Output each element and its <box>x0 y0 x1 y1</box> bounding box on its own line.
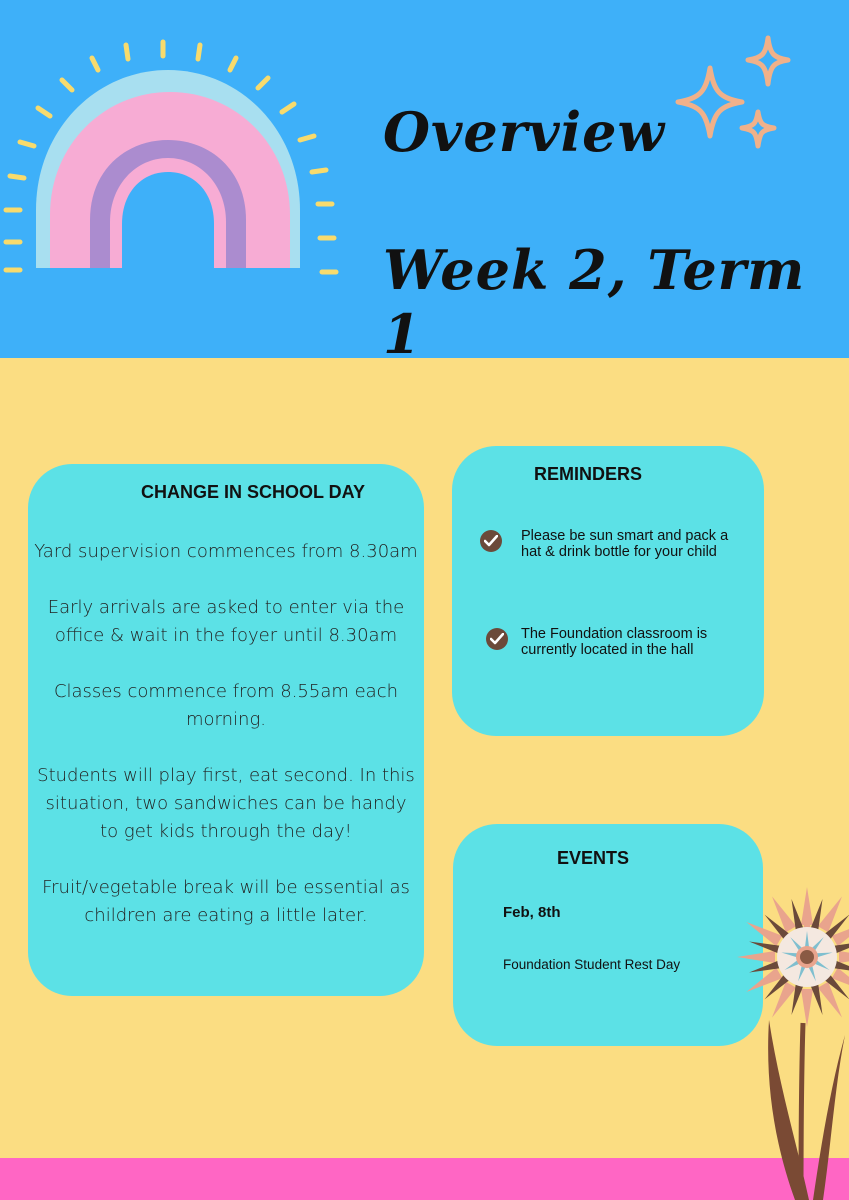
school-day-paragraph: Students will play first, eat second. In this situation, two sandwiches can be handy to get kids through the day! <box>37 765 415 842</box>
school-day-paragraph: Fruit/vegetable break will be essential as children are eating a little later. <box>42 877 410 926</box>
reminders-card <box>452 446 764 736</box>
check-icon <box>486 628 508 650</box>
event-date: Feb, 8th <box>503 904 561 921</box>
events-heading: EVENTS <box>556 848 630 868</box>
school-day-heading: CHANGE IN SCHOOL DAY <box>140 482 366 502</box>
school-day-paragraph: Classes commence from 8.55am each morning. <box>53 681 399 730</box>
reminder-text: The Foundation classroom is currently located in the hall <box>521 626 708 658</box>
page-subtitle: Week 2, Term 1 <box>383 238 806 366</box>
event-description: Foundation Student Rest Day <box>503 957 681 972</box>
school-day-paragraph: Yard supervision commences from 8.30am <box>34 541 418 562</box>
check-icon <box>480 530 502 552</box>
school-day-card <box>28 464 424 996</box>
flower-icon <box>735 885 849 1200</box>
reminder-text: Please be sun smart and pack a hat & drink bottle for your child <box>521 528 729 560</box>
events-card <box>453 824 763 1046</box>
rainbow-icon <box>0 30 360 290</box>
page-title: Overview <box>383 100 665 164</box>
sparkles-icon <box>670 30 810 170</box>
school-day-paragraph: Early arrivals are asked to enter via the office & wait in the foyer until 8.30am <box>47 597 405 646</box>
footer-bar <box>0 1158 849 1200</box>
reminders-heading: REMINDERS <box>533 464 642 484</box>
school-day-body <box>34 538 418 930</box>
